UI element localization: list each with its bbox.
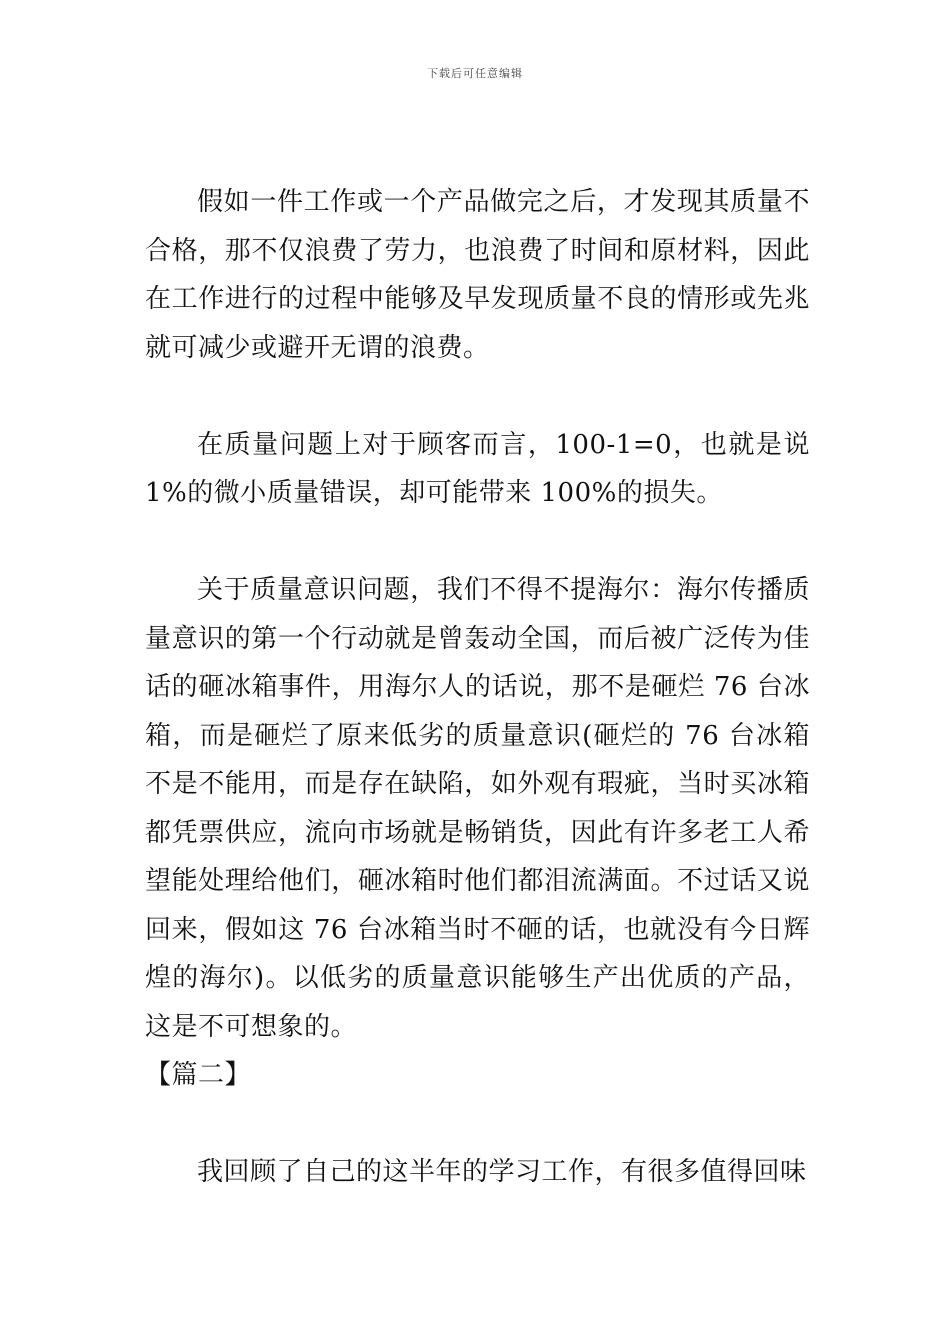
- paragraph-gap: [145, 1100, 810, 1149]
- section-title: 【篇二】: [145, 1060, 252, 1090]
- paragraph-review: 我回顾了自己的这半年的学习工作，有很多值得回味: [197, 1157, 807, 1187]
- paragraph-haier-story: 关于质量意识问题，我们不得不提海尔：海尔传播质量意识的第一个行动就是曾轰动全国，而后被广泛传为佳话的砸冰箱事件，用海尔人的话说，那不是砸烂 76 台冰箱，而是砸烂了原来低劣的质量意识(砸烂的 76 台冰箱不是不能用，而是存在缺陷，如外观有瑕疵，当时买冰箱都凭票供应，流向市场就是畅销货，因此有许多老工人希望能处理给他们，砸冰箱时他们都泪流满面。不过话又说回来，假如这 76 台冰箱当时不砸的话，也就没有今日辉煌的海尔)。以低劣的质量意识能够生产出优质的产品，这是不可想象的。: [145, 575, 810, 1042]
- paragraph-gap: [145, 372, 810, 421]
- paragraph-quality-waste: 假如一件工作或一个产品做完之后，才发现其质量不合格，那不仅浪费了劳力，也浪费了时间和原材料，因此在工作进行的过程中能够及早发现质量不良的情形或先兆就可减少或避开无谓的浪费。: [145, 187, 810, 363]
- paragraph-customer-view: 在质量问题上对于顾客而言，100-1=0，也就是说 1%的微小质量错误，却可能带来 100%的损失。: [145, 429, 810, 508]
- paragraph-gap: [145, 518, 810, 567]
- header-note: 下载后可任意编辑: [427, 67, 523, 80]
- document-body: [145, 178, 810, 1197]
